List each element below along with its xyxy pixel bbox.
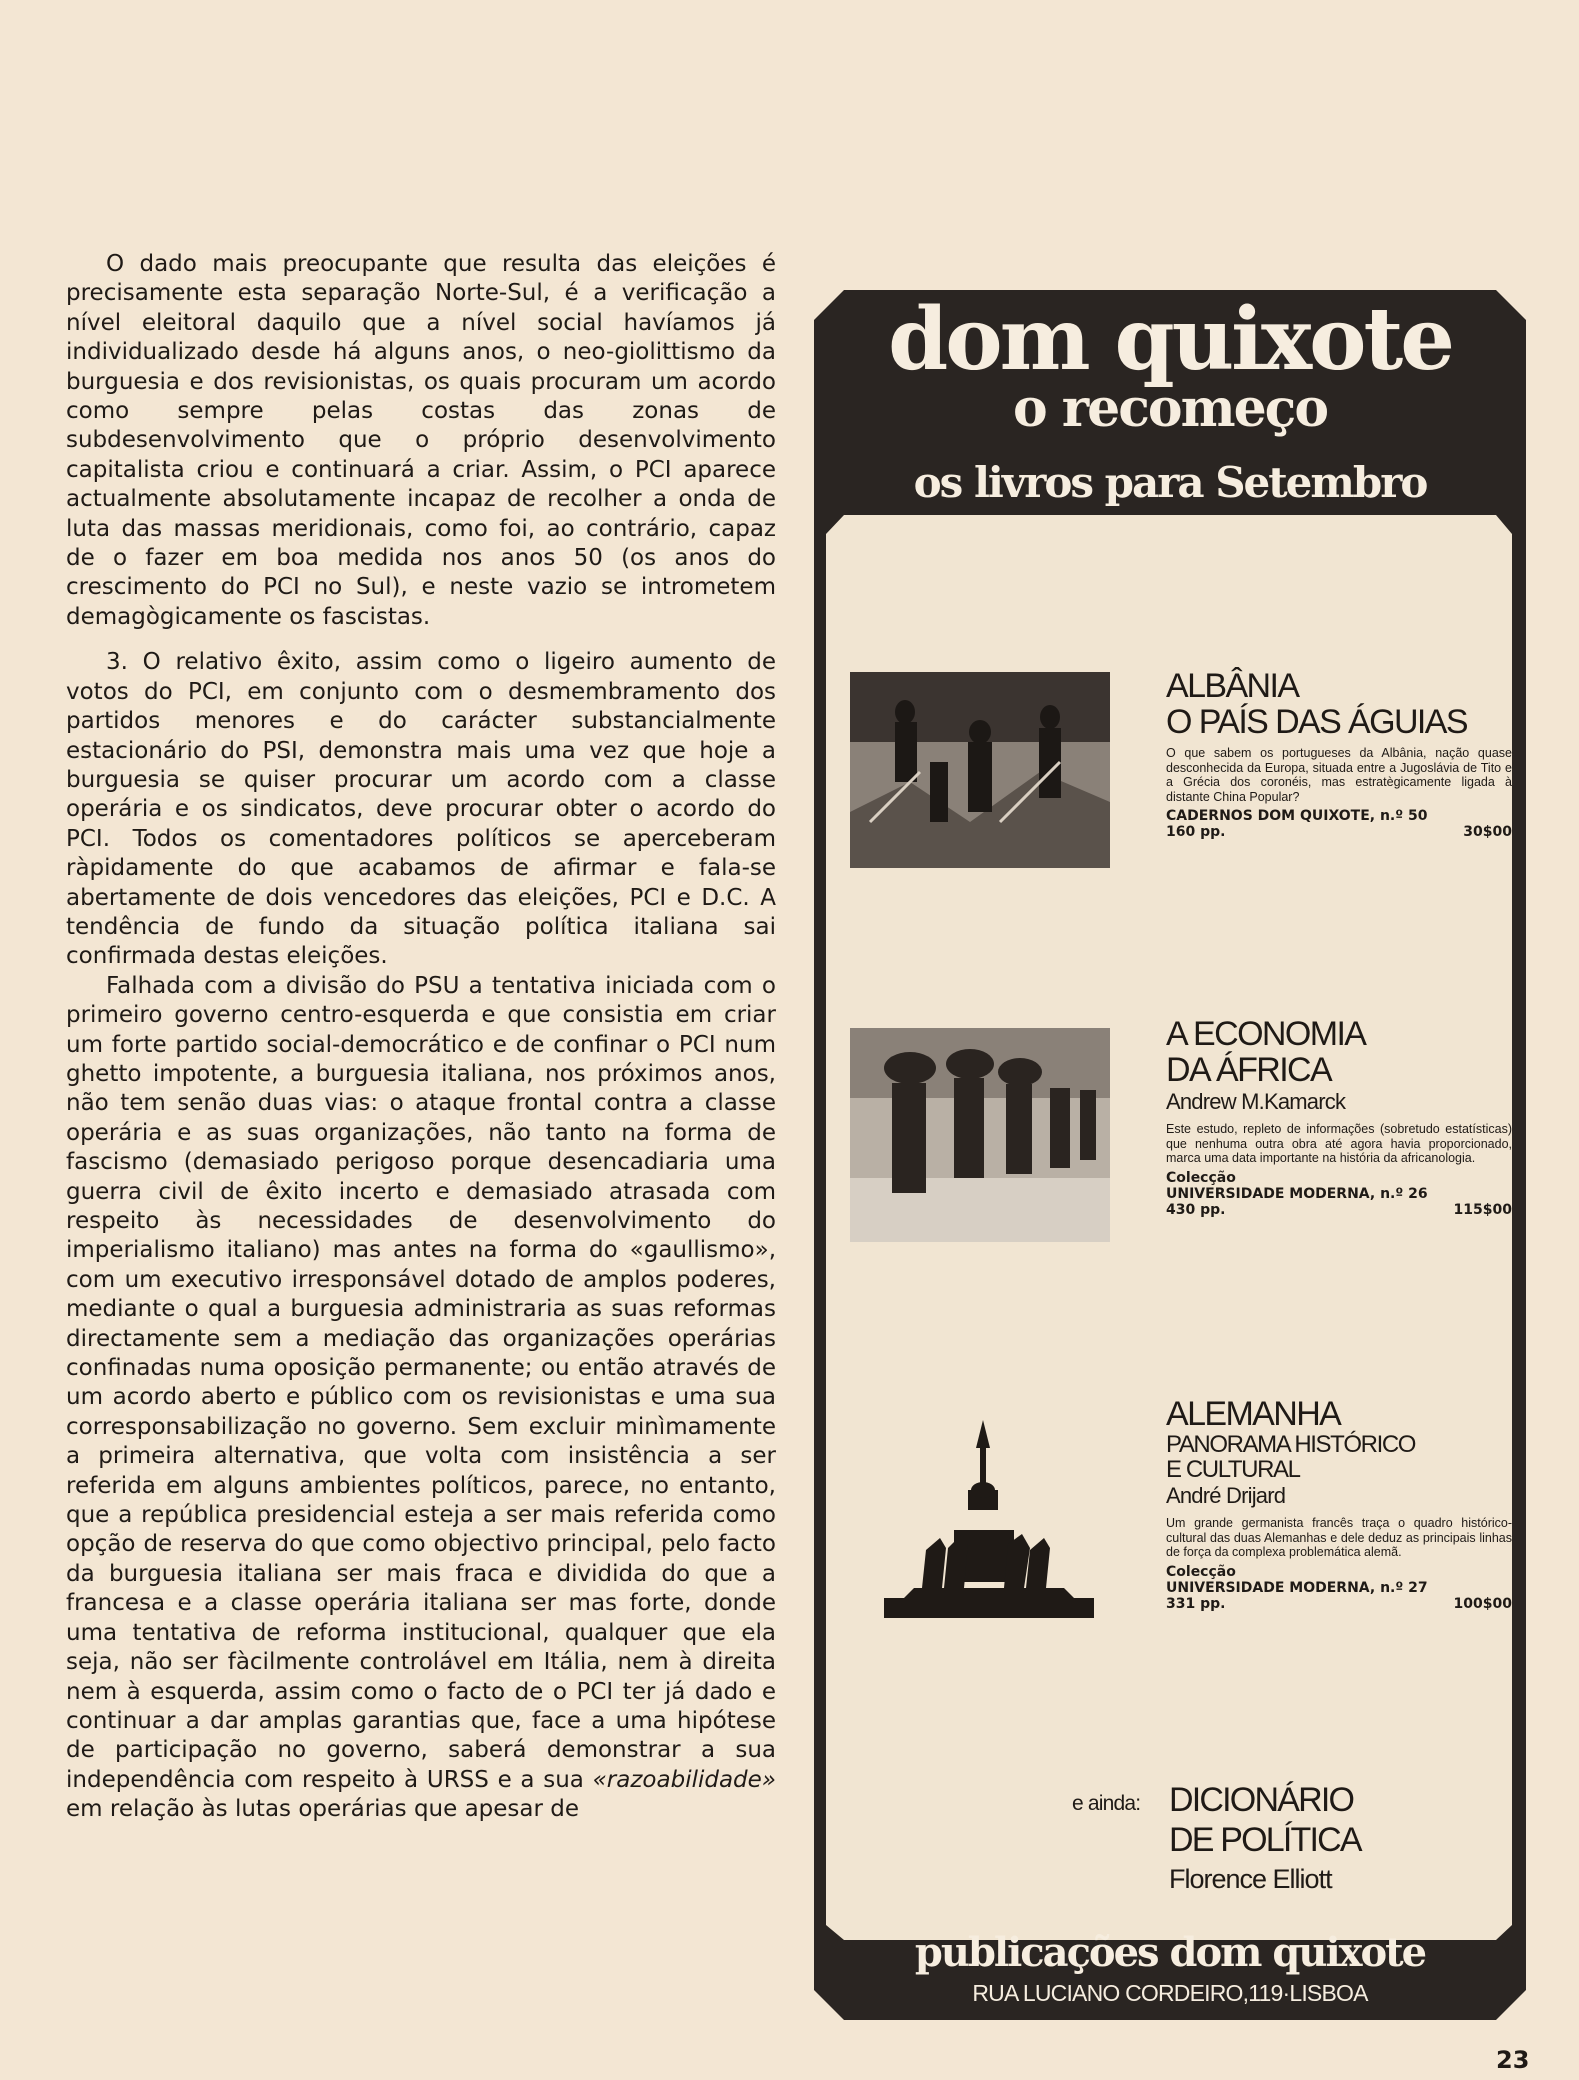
article-italic-term: «razoabilidade»: [592, 1766, 777, 1793]
book-photo-albania: [850, 672, 1110, 868]
book-3-subtitle-line-2: E CULTURAL: [1166, 1456, 1300, 1483]
book-3-series: UNIVERSIDADE MODERNA, n.º 27: [1166, 1579, 1428, 1596]
book-1-pages-price: [1166, 824, 1512, 840]
book-1-details: [1166, 668, 1512, 840]
book-2-title-line-2: DA ÁFRICA: [1166, 1051, 1332, 1089]
extra-label: e ainda:: [1072, 1792, 1141, 1815]
book-2-title-line-1: A ECONOMIA: [1166, 1015, 1366, 1053]
book-1-series: CADERNOS DOM QUIXOTE, n.º 50: [1166, 808, 1428, 825]
publisher-address: RUA LUCIANO CORDEIRO,119·LISBOA: [972, 1980, 1368, 2006]
book-1-pages: 160 pp.: [1166, 824, 1226, 841]
book-3-price: 100$00: [1453, 1595, 1512, 1612]
article-paragraph-1: O dado mais preocupante que resulta das eleições é precisamente esta separação Norte-Sul, é a verificação a nível eleitoral daquilo que a nível social havíamos já individualizado desde há alguns anos, o neo-giolittismo da burguesia e dos revisionistas, os quais procuram um acordo como sempre pelas costas das zonas de subdesenvolvimento que o próprio desenvolvimento capitalista criou e continuará a criar. Assim, o PCI aparece actualmente absolutamente incapaz de recolher a onda de luta das massas meridionais, como foi, ao contrário, capaz de o fazer em boa medida nos anos 50 (os anos do crescimento do PCI no Sul), e neste vazio se intrometem demagògicamente os fascistas.: [66, 251, 776, 630]
book-1-description: O que sabem os portugueses da Albânia, nação quase desconhecida da Europa, situada entre a Jugoslávia de Tito e a Grécia dos coronéis, mas estratègicamente ligada à distante China Popular?: [1166, 746, 1512, 804]
book-2-details: [1166, 1016, 1512, 1218]
book-3-description: Um grande germanista francês traça o quadro histórico-cultural das duas Alemanhas e dele deduz as principais linhas de força da complexa problemática alemã.: [1166, 1516, 1512, 1560]
book-2-pages: 430 pp.: [1166, 1201, 1226, 1218]
extra-title-line-1: DICIONÁRIO: [1169, 1781, 1354, 1819]
book-illustration-quadriga: [884, 1420, 1094, 1620]
book-1-title-line-1: ALBÂNIA: [1166, 667, 1299, 705]
ad-title: dom quixote: [888, 289, 1452, 390]
book-3-author: André Drijard: [1166, 1483, 1286, 1508]
book-photo-africa: [850, 1028, 1110, 1242]
extra-author: Florence Elliott: [1169, 1864, 1332, 1894]
book-3-collection-label: Colecção: [1166, 1563, 1236, 1580]
book-1-title-line-2: O PAÍS DAS ÁGUIAS: [1166, 703, 1467, 741]
article-paragraph-3: [66, 972, 776, 1825]
book-3-details: [1166, 1396, 1512, 1612]
book-2-series-row: [1166, 1186, 1512, 1202]
extra-title: [1169, 1780, 1509, 1860]
book-2-pages-price: [1166, 1202, 1512, 1218]
book-3-pages-price: [1166, 1596, 1512, 1612]
article-paragraph-2: 3. O relativo êxito, assim como o ligeiro aumento de votos do PCI, em conjunto com o desmembramento dos partidos menores e do carácter substancialmente estacionário do PSI, demonstra mais uma vez que hoje a burguesia se quiser procurar um acordo com a classe operária e os sindicatos, deve procurar obter o acordo do PCI. Todos os comentadores políticos se aperceberam ràpidamente do que acabamos de afirmar e fala-se abertamente de dois vencedores das eleições, PCI e D.C. A tendência de fundo da situação política italiana sai confirmada destas eleições.: [66, 649, 776, 970]
book-3-subtitle-line-1: PANORAMA HISTÓRICO: [1166, 1431, 1416, 1458]
extra-title-line-2: DE POLÍTICA: [1169, 1821, 1361, 1859]
book-3-series-row: [1166, 1580, 1512, 1596]
book-2-description: Este estudo, repleto de informações (sobretudo estatísticas) que nenhuma outra obra até agora havia proporcionado, marca uma data importante na história da africanologia.: [1166, 1122, 1512, 1166]
page-number: 23: [1496, 2046, 1530, 2074]
ad-subtitle: o recomeço: [1012, 378, 1328, 439]
publisher-name: publicações dom quixote: [914, 1929, 1426, 1976]
book-2-collection-label: Colecção: [1166, 1169, 1236, 1186]
ad-tagline: os livros para Setembro: [913, 458, 1427, 507]
dom-quixote-advertisement: [814, 290, 1526, 2020]
article-column: [66, 250, 776, 1825]
article-paragraph-3-text: Falhada com a divisão do PSU a tentativa iniciada com o primeiro governo centro-esquerda e que consistia em criar um forte partido social-democrático e de confinar o PCI num ghetto impotente, a burguesia italiana, nos próximos anos, não tem senão duas vias: o ataque frontal contra a classe operária e as suas organizações, não tanto na forma de fascismo (demasiado perigoso porque desencadiaria uma guerra civil de êxito incerto e demasiado atrasada com respeito às necessidades de desenvolvimento do imperialismo italiano) mas antes na forma do «gaullismo», com um executivo irresponsável dotado de amplos poderes, mediante o qual a burguesia administraria as suas reformas directamente sem a mediação das organizações operárias confinadas numa oposição permanente; ou então através de um acordo aberto e público com os revisionistas e uma sua corresponsabilização no governo. Sem excluir minìmamente a primeira alternativa, que volta com insistência a ser referida em alguns ambientes políticos, parece, no entanto, que a república presidencial esteja a ser mais referida como opção de reserva do que como objectivo principal, pelo facto da burguesia italiana ser mais fraca e dividida do que a francesa e a classe operária italiana ser mas forte, donde uma tentativa de reforma institucional, qualquer que ela seja, não ser fàcilmente controlável em Itália, nem à direita nem à esquerda, assim como o facto de o PCI ter já dado e continuar a dar amplas garantias que, face a uma hipótese de participação no governo, saberá demonstrar a sua independência com respeito à URSS e a sua: [66, 972, 776, 1793]
book-3-pages: 331 pp.: [1166, 1595, 1226, 1612]
book-2-author: Andrew M.Kamarck: [1166, 1089, 1346, 1114]
book-3-title: ALEMANHA: [1166, 1395, 1341, 1433]
book-1-price: 30$00: [1463, 824, 1512, 841]
book-2-price: 115$00: [1453, 1201, 1512, 1218]
article-paragraph-3-tail: em relação às lutas operárias que apesar de: [66, 1796, 580, 1823]
book-2-series: UNIVERSIDADE MODERNA, n.º 26: [1166, 1185, 1428, 1202]
